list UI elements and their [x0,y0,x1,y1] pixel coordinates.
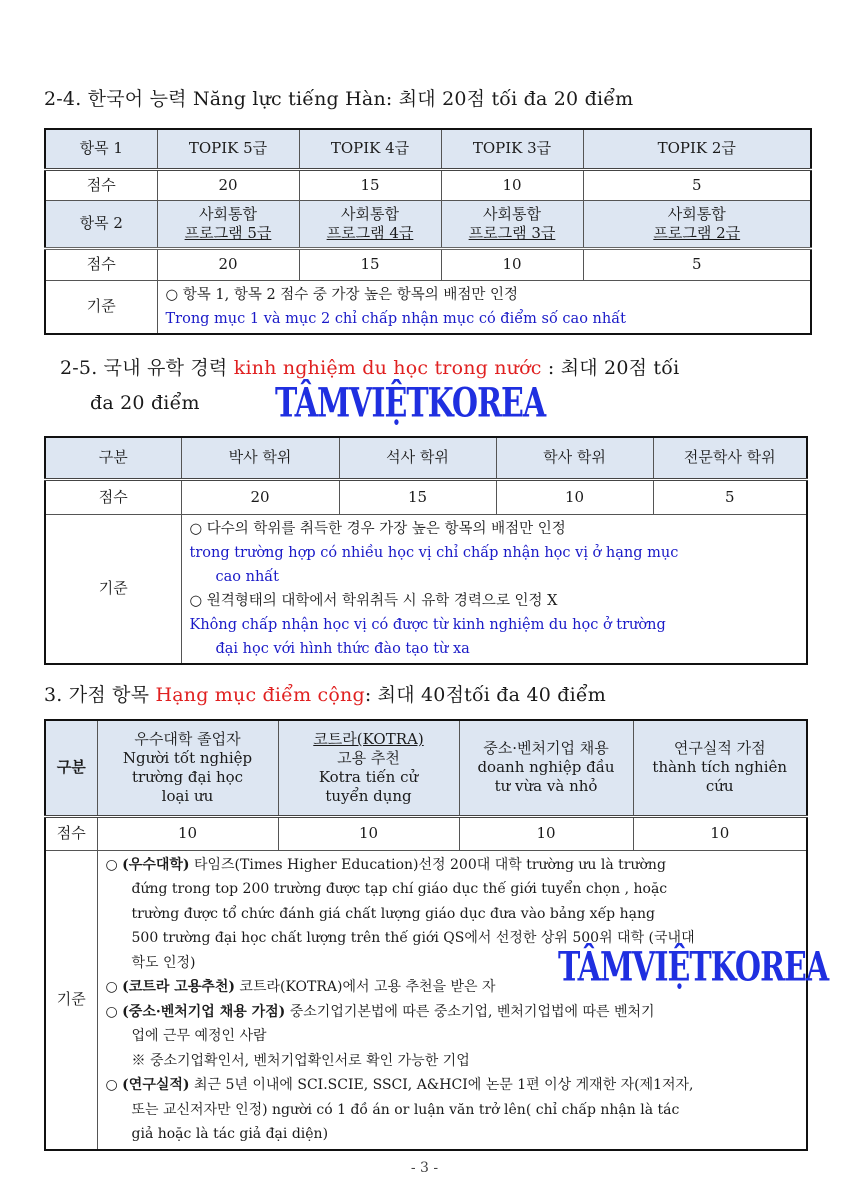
cell: 10 [278,816,459,850]
criteria-text: 코트라(KOTRA)에서 고용 추천을 받은 자 [234,979,496,995]
criteria-item-top-university [106,853,799,878]
row-score1 [45,169,811,200]
row-label: 점수 [45,816,97,850]
criteria-vi: trong trường hợp có nhiều học vị chỉ chấp nhận học vị ở hạng mục [189,544,679,561]
cell-line: 사회통합 [199,204,257,223]
cell-line: tuyển dụng [325,786,412,805]
heading-ko: 2-4. 한국어 능력 [44,88,187,110]
header-cell: 석사 학위 [339,437,496,479]
cell-line: Kotra tiến cử [318,767,419,786]
header-cell [97,720,278,816]
page-number: - 3 - [410,1160,439,1176]
criteria-item-sme [106,1000,799,1025]
study-experience-table [44,436,808,665]
cell [441,200,583,248]
criteria-vi: Không chấp nhận học vị có được từ kinh nghiệm du học ở trường [189,616,666,633]
row-criteria [45,514,807,664]
cell: 10 [633,816,807,850]
criteria-text: 학도 인정) [131,954,196,971]
criteria-text: 500 trường đại học chất lượng trên thế giới QS에서 선정한 상위 500위 대학 (국내대 [131,930,695,946]
cell-line: thành tích nghiên [652,758,788,777]
bullet: ○ [105,856,123,873]
cell-line: cứu [705,777,734,796]
cell: 20 [157,169,299,200]
cell-line: 코트라(KOTRA) [313,729,424,748]
cell-line: doanh nghiệp đầu [477,758,615,777]
cell: 20 [181,479,339,514]
header-cell: 박사 학위 [181,437,339,479]
criteria-cell [157,280,811,334]
row-label: 점수 [45,169,157,200]
cell-line: 사회통합 [667,204,726,223]
row-item1 [45,129,811,169]
bullet: ○ [105,1003,123,1020]
criteria-cell [97,850,807,1150]
criteria-text: 업에 근무 예정인 사람 [131,1028,267,1044]
cell: 10 [459,816,633,850]
cell [299,200,441,248]
row-score [45,479,807,514]
heading-ko: 2-5. 국내 유학 경력 [60,357,228,379]
row-criteria [45,280,811,334]
criteria-item-research [106,1073,799,1098]
row-label: 항목 1 [45,129,157,169]
heading-vi: kinh nghiệm du học trong nước [233,357,542,379]
bullet: ○ [105,979,123,995]
criteria-title: (우수대학) [122,856,190,873]
criteria-text: 또는 교신저자만 인정) người có 1 đồ án or luận văn trở lên( chỉ chấp nhận là tác [131,1101,680,1118]
row-score [45,816,807,850]
criteria-text: đứng trong top 200 trường được tạp chí giáo dục thế giới tuyển chọn , hoặc [131,881,668,897]
heading-vi: Năng lực tiếng Hàn [192,88,386,110]
cell-line: trường đại học [131,767,244,786]
cell [157,200,299,248]
row-label: 점수 [45,248,157,280]
criteria-ko: ○ 원격형태의 대학에서 학위취득 시 유학 경력으로 인정 X [189,592,558,609]
cell-line: Người tốt nghiệp [122,748,253,767]
cell: 5 [653,479,807,514]
row-label: 항목 2 [45,200,157,248]
cell-line: 프로그램 5급 [184,223,272,242]
watermark-logo: TÂMVIỆTKOREA [558,944,829,992]
row-score2 [45,248,811,280]
cell: 10 [441,248,583,280]
cell: 10 [496,479,653,514]
cell-line: 고용 추천 [337,748,400,767]
cell: 15 [299,248,441,280]
row-header [45,720,807,816]
criteria-text: 중소기업기본법에 따른 중소기업, 벤처기업법에 따른 벤처기 [285,1003,655,1020]
header-cell [633,720,807,816]
cell: TOPIK 3급 [441,129,583,169]
header-cell: 전문학사 학위 [653,437,807,479]
criteria-title: (중소·벤처기업 채용 가점) [122,1003,286,1020]
heading-vi: Hạng mục điểm cộng [155,684,365,706]
section-3-heading [44,680,606,707]
heading-tail: : 최대 20점 tối đa 20 điểm [385,88,634,110]
row-label: 점수 [45,479,181,514]
cell: 20 [157,248,299,280]
row-label: 기준 [45,280,157,334]
section-2-5-heading-line2: đa 20 điểm [90,392,200,414]
criteria-title: (코트라 고용추천) [122,979,235,995]
row-item2 [45,200,811,248]
cell: 15 [339,479,496,514]
criteria-text: 최근 5년 이내에 SCI.SCIE, SSCI, A&HCI에 논문 1편 이상 게재한 자(제1저자, [189,1077,694,1093]
criteria-ko: ○ 항목 1, 항목 2 점수 중 가장 높은 항목의 배점만 인정 [165,286,519,303]
cell: TOPIK 2급 [583,129,811,169]
row-criteria [45,850,807,1150]
criteria-text: 타임즈(Times Higher Education)선정 200대 대학 trường ưu là trường [189,856,666,873]
criteria-note: ※ 중소기업확인서, 벤처기업확인서로 확인 가능한 기업 [131,1052,470,1069]
criteria-vi: Trong mục 1 và mục 2 chỉ chấp nhận mục có điểm số cao nhất [165,310,626,327]
cell-line: 우수대학 졸업자 [134,729,241,748]
cell [583,200,811,248]
cell: TOPIK 5급 [157,129,299,169]
cell: 10 [97,816,278,850]
section-2-5-heading [60,353,679,380]
criteria-cell [181,514,807,664]
cell-line: 연구실적 가점 [673,739,766,758]
header-label: 구분 [45,437,181,479]
header-cell: 학사 학위 [496,437,653,479]
criteria-text: trường được tổ chức đánh giá chất lượng giáo dục đưa vào bảng xếp hạng [131,905,655,922]
criteria-ko: ○ 다수의 학위를 취득한 경우 가장 높은 항목의 배점만 인정 [189,520,566,537]
cell-line: 프로그램 3급 [468,223,556,242]
cell-line: 중소·벤처기업 채용 [483,739,609,758]
korean-ability-table [44,128,812,335]
cell-line: 사회통합 [483,204,541,223]
cell: TOPIK 4급 [299,129,441,169]
cell: 10 [441,169,583,200]
row-label: 기준 [45,514,181,664]
header-cell [278,720,459,816]
heading-tail: : 최대 40점tối đa 40 điểm [364,684,606,706]
heading-tail: : 최대 20점 tối [541,357,680,379]
heading-ko: 3. 가점 항목 [44,684,156,706]
cell-line: loại ưu [161,786,214,805]
cell-line: 프로그램 2급 [653,223,741,242]
cell: 15 [299,169,441,200]
cell-line: 사회통합 [341,204,399,223]
bullet: ○ [105,1077,123,1093]
criteria-text: giả hoặc là tác giả đại diện) [131,1126,329,1142]
criteria-vi: đại học với hình thức đào tạo từ xa [215,640,470,657]
row-label: 기준 [45,850,97,1150]
cell-line: tư vừa và nhỏ [494,777,598,796]
criteria-title: (연구실적) [122,1077,190,1093]
header-cell [459,720,633,816]
cell: 5 [583,169,811,200]
watermark-logo: TÂMVIỆTKOREA [275,380,546,428]
section-2-4-heading [44,84,633,111]
row-header [45,437,807,479]
bonus-points-table [44,719,808,1151]
criteria-vi: cao nhất [215,568,279,585]
cell: 5 [583,248,811,280]
cell-line: 프로그램 4급 [326,223,414,242]
header-label: 구분 [45,720,97,816]
